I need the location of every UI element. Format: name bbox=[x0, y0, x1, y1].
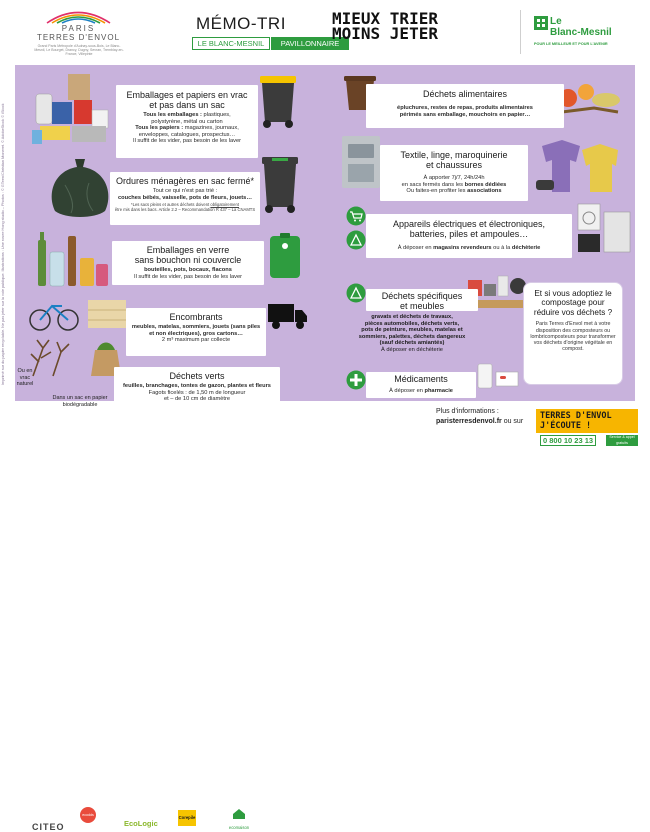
logo-ecomaison bbox=[224, 807, 254, 829]
medicine-icon bbox=[474, 358, 522, 392]
footer-info bbox=[436, 407, 523, 427]
card-glass bbox=[112, 241, 264, 285]
recycling-center-icon bbox=[346, 230, 366, 250]
side-credit: Imprimé sur du papier recyclable. Ne pas jeter sur la voie publique. Illustrations : Une rosee Hong studio – Photos : © GTeen/Christian Moneret. © AdobeStock © iStock bbox=[1, 103, 5, 385]
logo-ecodds: ecodds bbox=[80, 807, 96, 823]
card-body: Tous les emballages : plastiques, polystyrène, métal ou carton Tous les papiers : magazines, journaux, enveloppes, catalogues, prospectus… Il suffit de les vider, pas besoin de les laver bbox=[132, 112, 242, 145]
green-lid-bin-icon bbox=[260, 155, 300, 215]
card-body: Tout ce qui n'est pas trié : couches bébés, vaisselle, pots de fleurs, jouets… bbox=[117, 188, 253, 201]
le-blanc-mesnil-logo bbox=[534, 16, 640, 56]
card-title: Textile, linge, maroquinerie et chaussures bbox=[400, 150, 508, 170]
logo-line-paris: PARIS bbox=[61, 24, 96, 33]
hotline-line-1: TERRES D'ENVOL bbox=[540, 411, 612, 421]
logo-line-terres: TERRES D'ENVOL bbox=[36, 33, 121, 42]
logo-ecomaison-text: ecomaison bbox=[228, 825, 250, 830]
city-emblem-icon bbox=[534, 16, 548, 30]
card-title: Encombrants bbox=[169, 312, 223, 322]
phone-number[interactable]: 0 800 10 23 13 bbox=[540, 435, 596, 446]
logo-ecologic: EcoLogic bbox=[124, 819, 158, 828]
loose-label: Ou en vrac naturel bbox=[16, 368, 34, 387]
header bbox=[0, 0, 650, 62]
free-call-tag: Service & appel gratuits bbox=[606, 435, 638, 446]
hotline-banner bbox=[536, 409, 638, 433]
card-special-waste-title bbox=[366, 289, 478, 311]
title-tags bbox=[192, 37, 349, 50]
card-title: Emballages en verre sans bouchon ni couvercle bbox=[134, 245, 242, 265]
appliances-icon bbox=[574, 200, 634, 256]
card-body: À déposer en magasins revendeurs ou à la déchèterie bbox=[397, 245, 541, 251]
card-food-waste bbox=[366, 84, 564, 128]
glass-container-icon bbox=[268, 232, 302, 280]
city-logo-line-1: Le bbox=[550, 16, 562, 27]
city-logo-line-2: Blanc-Mesnil bbox=[550, 27, 612, 38]
special-waste-body: gravats et déchets de travaux, pièces automobiles, déchets verts, pots de peinture, meubles, matelas et sommiers, palettes, déchets dangereux (sauf déchets amiantés) À déposer en déchèterie bbox=[358, 314, 466, 353]
clothes-icon bbox=[532, 136, 627, 194]
city-tag: LE BLANC-MESNIL bbox=[192, 37, 270, 50]
zone-tag: PAVILLONNAIRE bbox=[271, 37, 349, 50]
shopping-cart-icon bbox=[346, 206, 366, 226]
hotline-block bbox=[536, 409, 638, 447]
city-logo-tagline: POUR LE MEILLEUR ET POUR L'AVENIR bbox=[534, 42, 608, 46]
card-title: Ordures ménagères en sac fermé* bbox=[115, 176, 255, 186]
packaging-pile-icon bbox=[28, 70, 118, 152]
slogan bbox=[332, 11, 472, 41]
card-title: Déchets alimentaires bbox=[422, 89, 508, 99]
logo-corepile: Corepile bbox=[178, 810, 196, 826]
slogan-line-2: MOINS JETER bbox=[332, 24, 438, 43]
slogan-line-1: MIEUX TRIER bbox=[332, 9, 438, 28]
card-title: Emballages et papiers en vrac et pas dans un sac bbox=[126, 90, 248, 110]
house-icon bbox=[232, 808, 246, 820]
truck-icon bbox=[268, 302, 308, 330]
card-title: Médicaments bbox=[394, 374, 448, 384]
yellow-lid-bin-icon bbox=[258, 74, 298, 130]
bag-label: Dans un sac en papier biodégradable bbox=[52, 395, 108, 408]
card-body: meubles, matelas, sommiers, jouets (sans piles et non électriques), gros cartons… 2 m³ maximum par collecte bbox=[131, 324, 261, 344]
trash-bag-icon bbox=[45, 155, 115, 219]
pharmacy-cross-icon bbox=[346, 370, 366, 390]
compost-answer: Paris Terres d'Envol met à votre disposition des composteurs ou lombricomposteurs pour transformer vos déchets d'origine végétale en compost. bbox=[530, 321, 616, 353]
card-electrical bbox=[366, 214, 572, 258]
page-title: MÉMO-TRI bbox=[196, 14, 286, 33]
card-textile bbox=[380, 145, 528, 201]
card-body: bouteilles, pots, bocaux, flacons Il suffit de les vider, pas besoin de les laver bbox=[133, 267, 243, 280]
card-body: À apporter 7j/7, 24h/24h en sacs fermés dans les bornes dédiées Ou faites-en profiter les associations bbox=[401, 175, 507, 195]
card-body: feuilles, branchages, tontes de gazon, plantes et fleurs Fagots ficelés : de 1,50 m de longueur et – de 10 cm de diamètre bbox=[123, 383, 271, 403]
glass-bottles-icon bbox=[32, 230, 112, 290]
card-body: À déposer en pharmacie bbox=[389, 388, 453, 394]
card-medicine bbox=[366, 372, 476, 398]
card-household-waste bbox=[110, 172, 260, 225]
recycling-center-icon bbox=[346, 283, 366, 303]
paris-terres-d-envol-logo bbox=[26, 8, 131, 58]
card-title: Déchets spécifiques et meubles bbox=[381, 291, 463, 311]
logo-tagline: Grand Paris Métropole d'Aulnay-sous-Bois, Le Blanc-Mesnil, Le Bourget, Drancy, Dugny, Sevran, Tremblay-en-France, Villepinte bbox=[34, 44, 124, 56]
bulky-items-icon bbox=[28, 292, 128, 332]
textile-kiosk-icon bbox=[340, 134, 382, 190]
card-bulky-items bbox=[126, 308, 266, 356]
compost-question: Et si vous adoptiez le compostage pour réduire vos déchets ? bbox=[533, 289, 613, 317]
header-divider bbox=[520, 10, 521, 54]
card-title: Déchets verts bbox=[169, 371, 225, 381]
compost-info-box bbox=[523, 282, 623, 385]
card-body: épluchures, restes de repas, produits alimentaires périmés sans emballage, mouchoirs en papier… bbox=[397, 105, 533, 118]
card-packaging-paper bbox=[116, 85, 258, 158]
logo-arcs-icon bbox=[41, 8, 116, 24]
food-scraps-icon bbox=[554, 72, 626, 116]
card-note: *Les sacs pleins et autres déchets doivent obligatoirement être mis dans les bacs. Article 2.2 – Recommandation R 437 – La CNAMTS bbox=[114, 202, 256, 213]
website-link[interactable]: paristerresdenvol.fr bbox=[436, 418, 502, 425]
card-title: Appareils électriques et électroniques, batteries, piles et ampoules… bbox=[392, 219, 546, 239]
info-label: Plus d'informations : bbox=[436, 408, 499, 415]
website-line: paristerresdenvol.fr ou sur bbox=[436, 418, 524, 425]
hotline-line-2: J'ÉCOUTE ! bbox=[540, 421, 592, 431]
logo-citeo: CITEO bbox=[32, 822, 65, 832]
